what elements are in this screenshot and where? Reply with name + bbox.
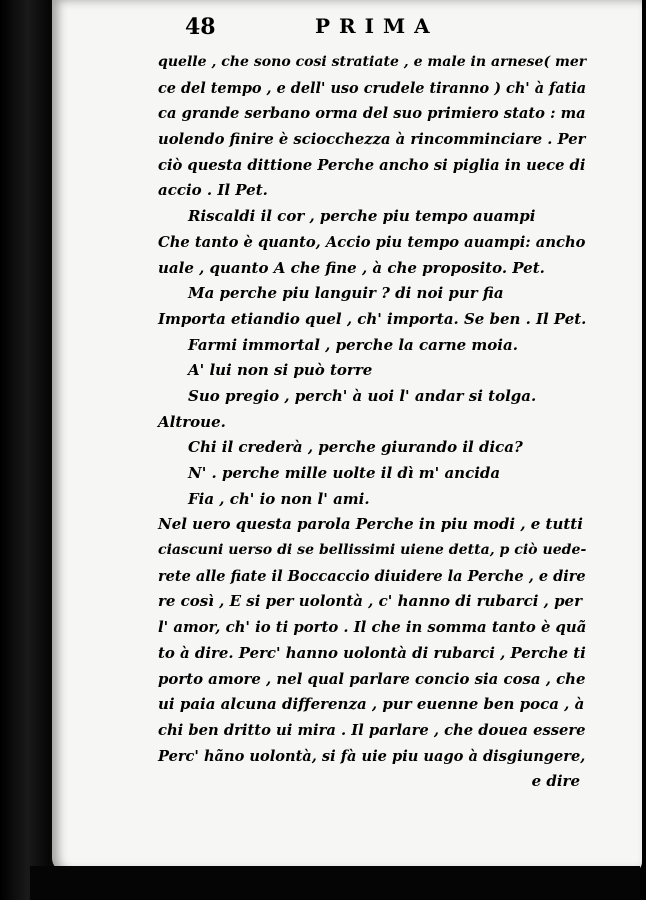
text-line: Ma perche piu languir ? di noi pur fia bbox=[188, 284, 504, 303]
text-line: ui paia alcuna differenza , pur euenne ben poca , à bbox=[158, 695, 585, 714]
text-line: Chi il crederà , perche giurando il dica? bbox=[188, 438, 523, 457]
text-line: Che tanto è quanto, Accio piu tempo auampi: ancho bbox=[158, 233, 586, 251]
text-line: ca grande serbano orma del suo primiero stato : ma bbox=[158, 105, 586, 123]
text-line: e dire bbox=[531, 772, 580, 791]
page-bottom-shadow bbox=[30, 866, 640, 900]
text-line: ce del tempo , e dell' uso crudele tiranno ) ch' à fatia bbox=[158, 79, 587, 97]
body-text bbox=[158, 50, 586, 795]
book-binding-edge bbox=[0, 0, 50, 900]
text-line: porto amore , nel qual parlare concio sia cosa , che bbox=[158, 669, 586, 688]
text-line: Altroue. bbox=[158, 412, 226, 431]
text-line: ciò questa dittione Perche ancho si piglia in uece di bbox=[158, 156, 586, 174]
page-number: 48 bbox=[185, 14, 216, 40]
text-line: accio . Il Pet. bbox=[158, 181, 268, 200]
text-line: chi ben dritto ui mira . Il parlare , che douea essere bbox=[158, 721, 586, 739]
text-line: Riscaldi il cor , perche piu tempo auampi bbox=[188, 207, 536, 226]
text-line: Suo pregio , perch' à uoi l' andar si tolga. bbox=[188, 386, 537, 405]
text-line: ciascuni uerso di se bellissimi uiene detta, p ciò uede- bbox=[158, 542, 587, 559]
text-line: Importa etiandio quel , ch' importa. Se ben . Il Pet. bbox=[158, 309, 587, 328]
text-line: N' . perche mille uolte il dì m' ancida bbox=[188, 464, 501, 482]
text-line: uale , quanto A che fine , à che proposito. Pet. bbox=[158, 258, 545, 277]
text-line: A' lui non si può torre bbox=[188, 361, 373, 380]
text-line: Farmi immortal , perche la carne moia. bbox=[188, 335, 518, 354]
text-line: quelle , che sono cosi stratiate , e male in arnese( mer bbox=[158, 54, 587, 70]
running-title: PRIMA bbox=[315, 14, 439, 38]
page-header bbox=[185, 14, 465, 40]
text-line: rete alle fiate il Boccaccio diuidere la Perche , e dire bbox=[158, 567, 586, 585]
text-line: Fia , ch' io non l' ami. bbox=[188, 489, 370, 508]
text-line: Nel uero questa parola Perche in piu modi , e tutti bbox=[158, 515, 583, 534]
text-line: re così , E si per uolontà , c' hanno di rubarci , per bbox=[158, 592, 582, 611]
text-line: to à dire. Perc' hanno uolontà di rubarci , Perche ti bbox=[158, 643, 586, 662]
text-line: uolendo finire è sciocchezza à rincomminciare . Per bbox=[158, 131, 586, 149]
text-line: l' amor, ch' io ti porto . Il che in somma tanto è quã bbox=[158, 619, 587, 637]
text-line: Perc' hãno uolontà, si fà uie piu uago à disgiungere, bbox=[158, 747, 586, 765]
